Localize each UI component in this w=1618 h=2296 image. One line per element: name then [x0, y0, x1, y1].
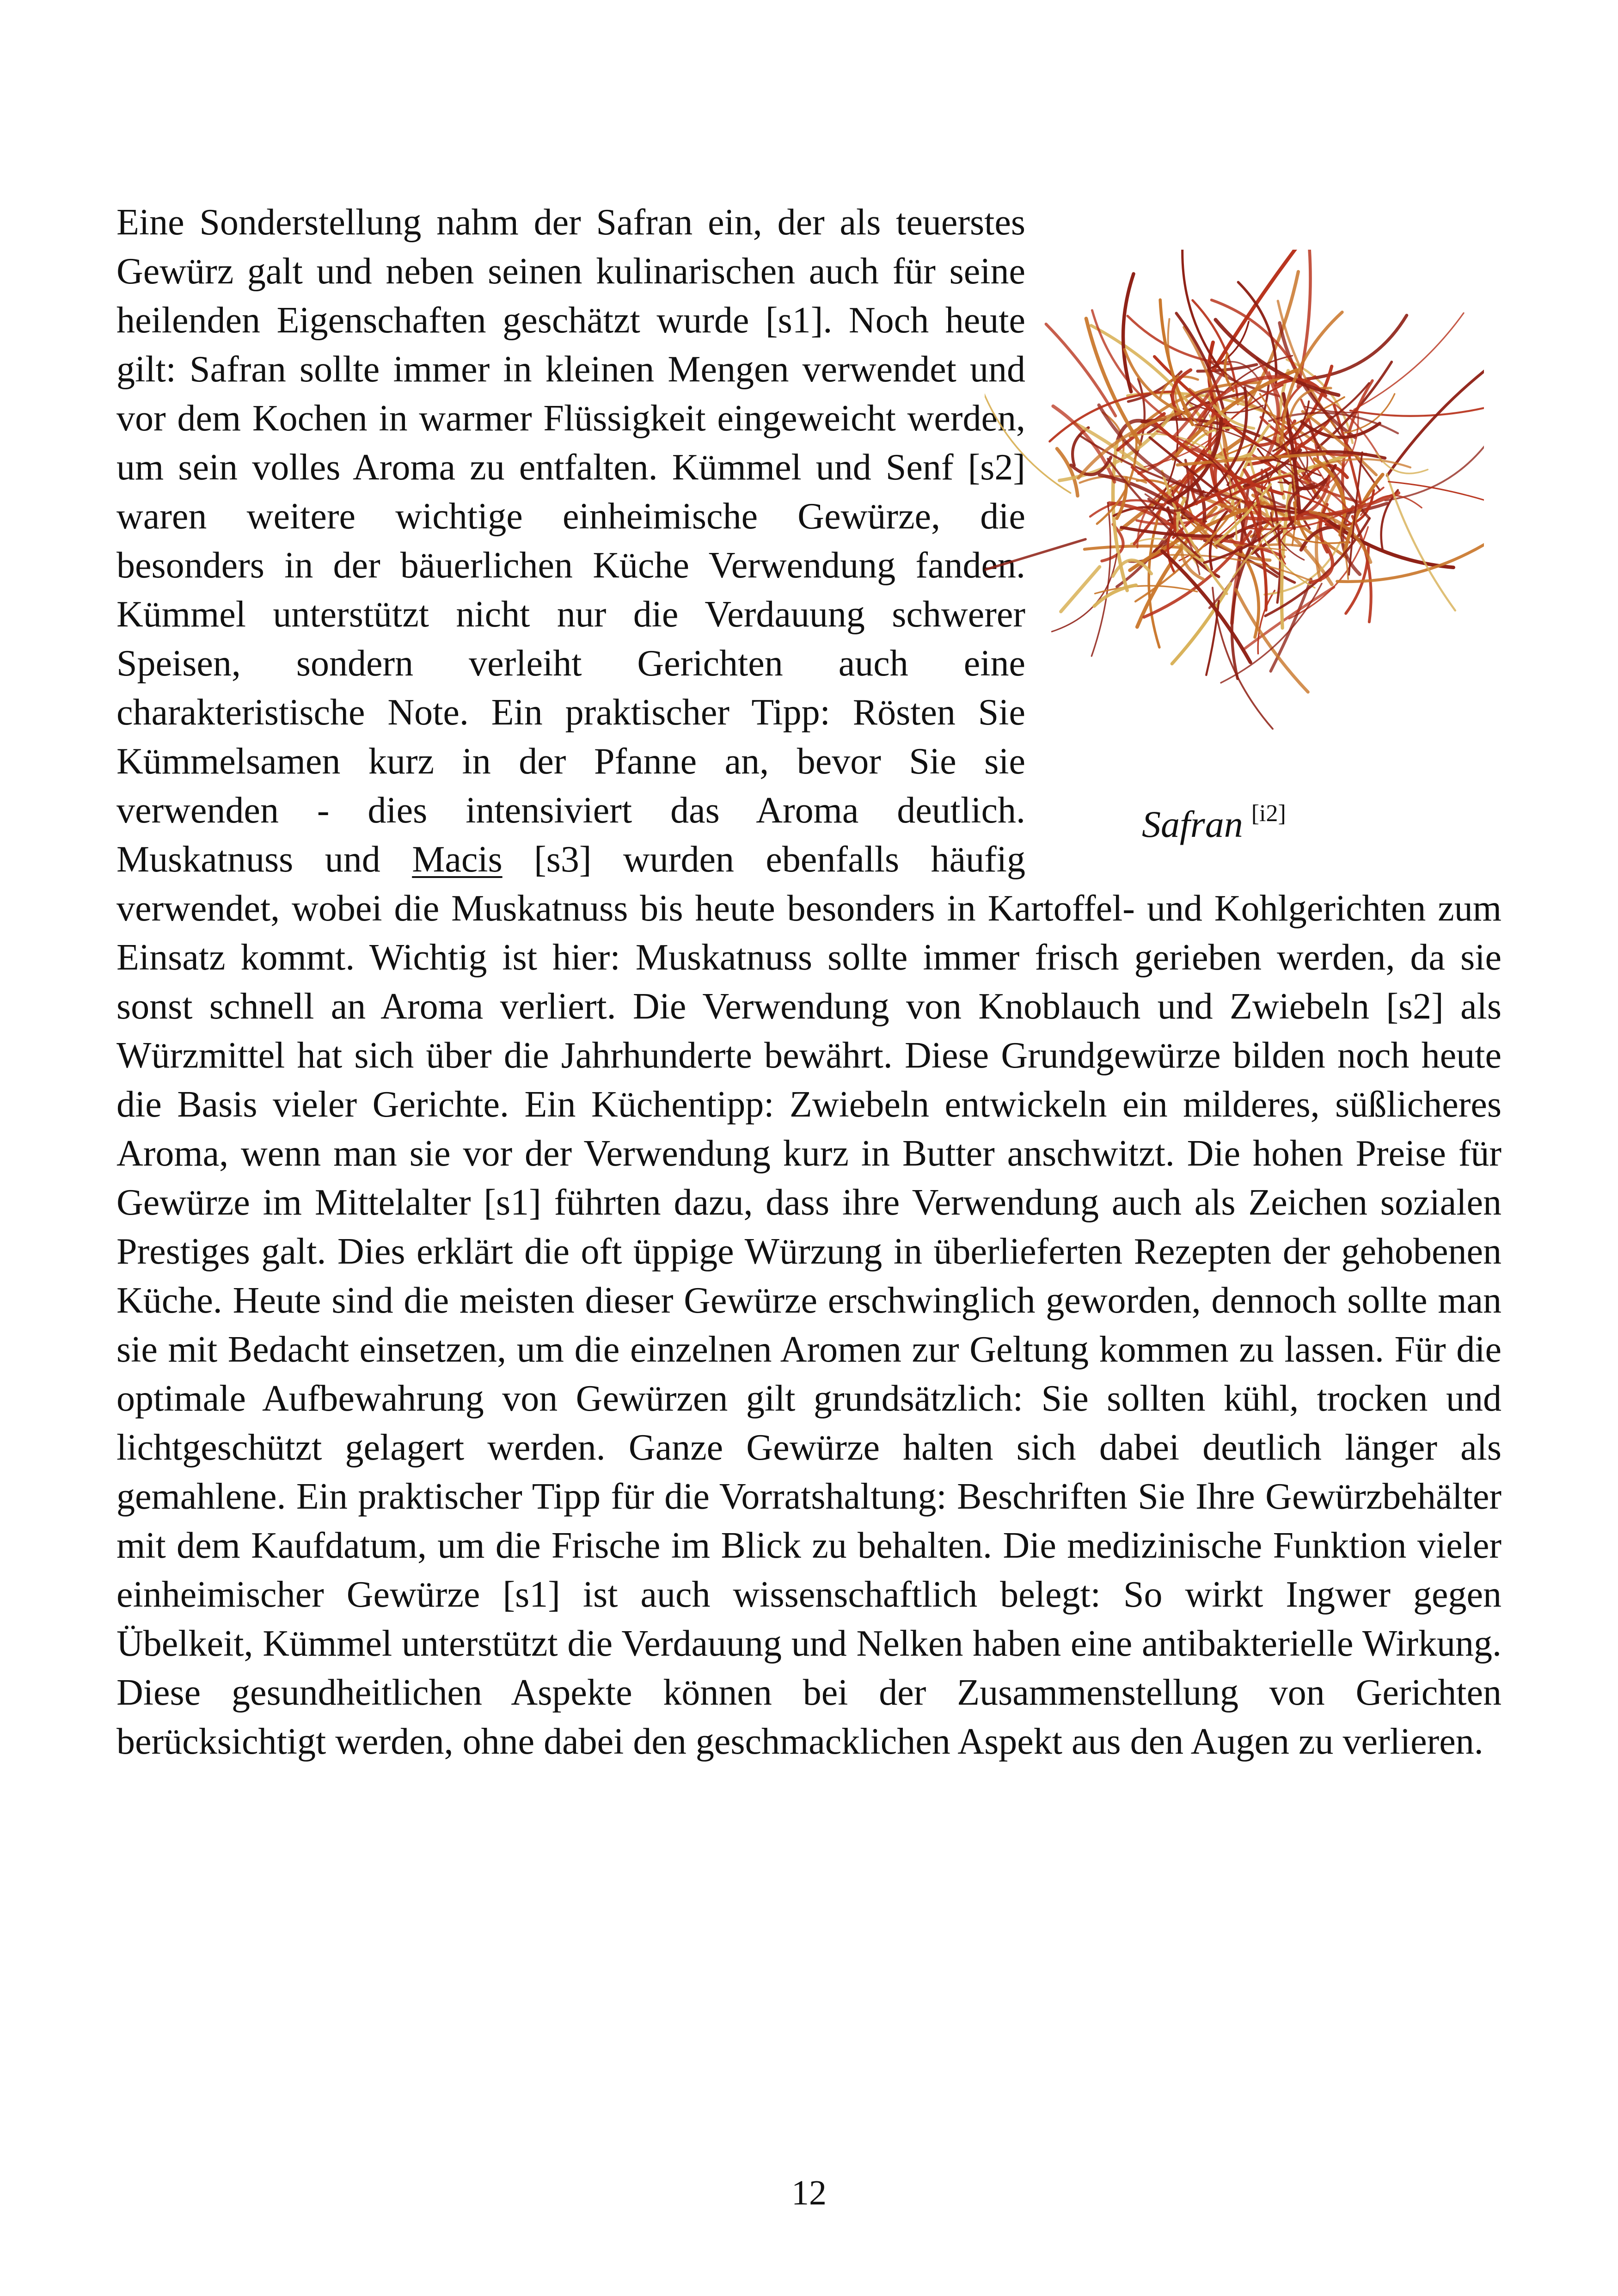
saffron-thread: [1123, 274, 1134, 392]
saffron-thread: [1387, 368, 1484, 476]
saffron-thread-group: [985, 250, 1484, 729]
saffron-thread: [1213, 588, 1273, 729]
saffron-thread: [1311, 546, 1332, 582]
caption-reference[interactable]: [i2]: [1251, 800, 1286, 827]
text-after-link: [s3] wurden ebenfalls häufig verwendet, wobei die Muskatnuss bis heute besonders in Kartoffel- und Kohlgerichten zum Einsatz kommt. Wichtig ist hier: Muskatnuss sollte immer frisch gerieben werden, da sie sonst schnell an Aroma verliert. Die Verwendung von Knoblauch und Zwiebeln [s2] als Würzmittel hat sich über die Jahrhunderte bewährt. Diese Grundgewürze bilden noch heute die Basis vieler Gerichte. Ein Küchentipp: Zwiebeln entwickeln ein milderes, süßlicheres Aroma, wenn man sie vor der Verwendung kurz in Butter anschwitzt. Die hohen Preise für Gewürze im Mittelalter [s1] führten dazu, dass ihre Verwendung auch als Zeichen sozialen Prestiges galt. Dies erklärt die oft üppige Würzung in überlieferten Rezepten der gehobenen Küche. Heute sind die meisten dieser Gewürze erschwinglich geworden, dennoch sollte man sie mit Bedacht einsetzen, um die einzelnen Aromen zur Geltung kommen zu lassen. Für die optimale Aufbewahrung von Gewürzen gilt grundsätzlich: Sie sollten kühl, trocken und lichtgeschützt gelagert werden. Ganze Gewürze halten sich dabei deutlich länger als gemahlene. Ein praktischer Tipp für die Vorratshaltung: Beschriften Sie Ihre Gewürzbehälter mit dem Kaufdatum, um die Frische im Blick zu behalten. Die medizinische Funktion vieler einheimischer Gewürze [s1] ist auch wissenschaftlich belegt: So wirkt Ingwer gegen Übelkeit, Kümmel unterstützt die Verdauung und Nelken haben eine antibakterielle Wirkung. Diese gesundheitlichen Aspekte können bei der Zusammenstellung von Gerichten berücksichtigt werden, ohne dabei den geschmacklichen Aspekt aus den Augen zu verlieren.: [116, 839, 1502, 1762]
saffron-thread: [985, 539, 1085, 575]
page-number: 12: [791, 2173, 827, 2212]
saffron-thread: [1091, 503, 1110, 656]
saffron-thread: [1172, 583, 1230, 663]
figure-caption: [1142, 800, 1286, 846]
macis-link[interactable]: Macis: [412, 839, 503, 880]
saffron-threads-image: [985, 250, 1484, 758]
saffron-thread: [1385, 432, 1484, 500]
saffron-thread: [985, 387, 1071, 493]
saffron-thread: [1057, 448, 1078, 496]
saffron-thread: [1306, 315, 1407, 379]
saffron-thread: [1236, 589, 1308, 692]
saffron-figure: [985, 250, 1484, 851]
saffron-thread: [1350, 404, 1484, 416]
saffron-thread: [1046, 324, 1115, 416]
saffron-thread: [1149, 504, 1162, 647]
caption-name: Safran: [1142, 803, 1243, 845]
saffron-thread: [1354, 313, 1464, 410]
text-before-link: Eine Sonderstellung nahm der Safran ein, der als teuerstes Gewürz galt und neben seinen kulinarischen auch für seine heilenden Eigenschaften geschätzt wurde [s1]. Noch heute gilt: Safran sollte immer in kleinen Mengen verwendet und vor dem Kochen in warmer Flüssigkeit eingeweicht werden, um sein volles Aroma zu entfalten. Kümmel und Senf [s2] waren weitere wichtige einheimische Gewürze, die besonders in der bäuerlichen Küche Verwendung fanden. Kümmel unterstützt nicht nur die Verdauung schwerer Speisen, sondern verleiht Gerichten auch eine charakteristische Note. Ein praktischer Tipp: Rösten Sie Kümmelsamen kurz in der Pfanne an, bevor Sie sie verwenden - dies intensiviert das Aroma deutlich. Muskatnuss und: [116, 202, 1025, 880]
